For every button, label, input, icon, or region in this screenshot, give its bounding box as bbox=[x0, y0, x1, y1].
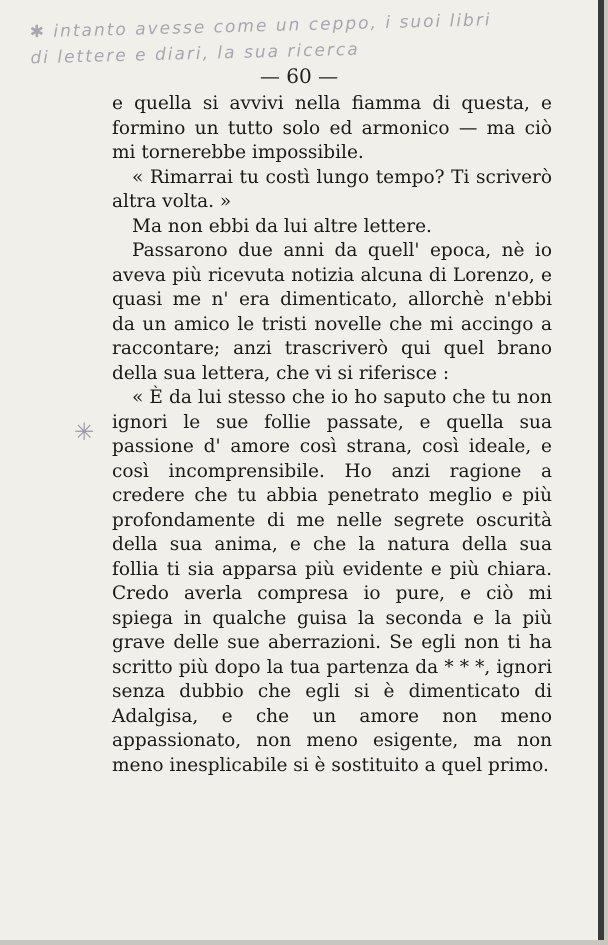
page-number: — 60 — bbox=[259, 64, 339, 88]
margin-asterisk-icon: ✳ bbox=[74, 418, 95, 446]
paragraph-quote-end: « Rimarrai tu costì lungo tempo? Ti scriverò altra volta. » bbox=[112, 166, 552, 212]
annotation-line-1: ✱ intanto avesse come un ceppo, i suoi libri bbox=[29, 10, 492, 43]
annotation-line-2: di lettere e diari, la sua ricerca bbox=[30, 39, 360, 69]
paragraph-continuation: e quella si avvivi nella fiamma di questa, e formino un tutto solo ed armonico — ma ciò mi tornerebbe impossibile. bbox=[112, 93, 552, 163]
paragraph-two-years: Passarono due anni da quell' epoca, nè io aveva più ricevuta notizia alcuna di Lorenzo, e quasi me n' era dimenticato, allorchè n'ebbi da un amico le tristi novelle che mi accingo a raccontare; anzi trascriverò qui quel brano della sua lettera, che vi si riferisce : bbox=[112, 240, 552, 384]
body-text bbox=[112, 92, 552, 778]
paragraph-no-letters: Ma non ebbi da lui altre lettere. bbox=[132, 215, 432, 237]
handwritten-annotation bbox=[29, 5, 590, 72]
paragraph-letter-quote: « È da lui stesso che io ho saputo che tu non ignori le sue follie passate, e quella sua passione d' amore così strana, così ideale, e così incomprensibile. Ho anzi ragione a credere che tu abbia penetrato meglio e più profondamente di me nelle segrete oscurità della sua anima, e che la natura della sua follia ti sia apparsa più evidente e più chiara. Credo averla compresa io pure, e ciò mi spiega in qualche guisa la seconda e la più grave delle sue aberrazioni. Se egli non ti ha scritto più dopo la tua partenza da * * *, ignori senza dubbio che egli si è dimenticato di Adalgisa, e che un amore non meno appassionato, non meno esigente, ma non meno inesplicabile si è sostituito a quel primo. bbox=[112, 387, 552, 776]
